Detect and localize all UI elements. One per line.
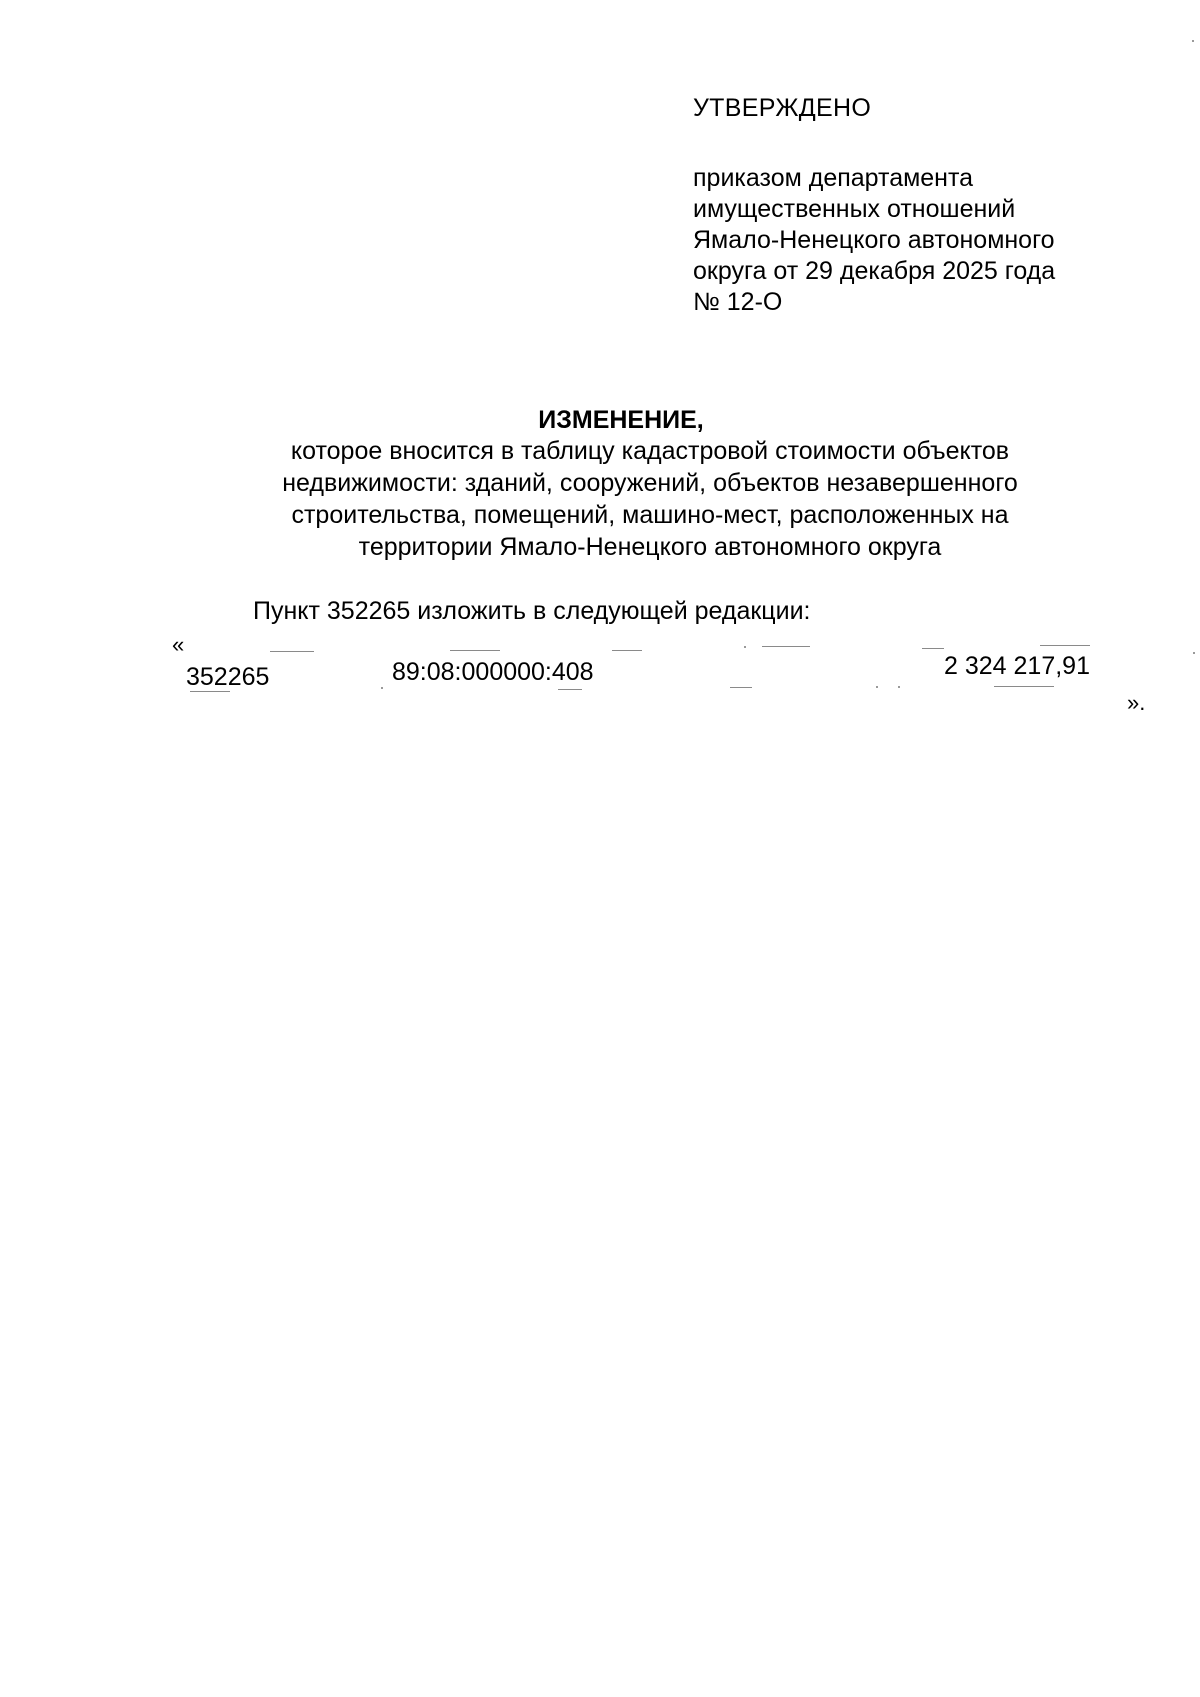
border-fragment (190, 691, 230, 692)
closing-quote: ». (1127, 690, 1146, 715)
opening-quote: « (172, 632, 185, 657)
document-subtitle (230, 435, 1070, 563)
subtitle-line: строительства, помещений, машино-мест, расположенных на (291, 501, 1009, 529)
cadastral-value-cell: 2 324 217,91 (944, 652, 1090, 680)
scan-speck (1192, 40, 1194, 42)
approval-line: Ямало-Ненецкого автономного (693, 226, 1055, 254)
approval-order-reference (693, 163, 1133, 318)
scan-speck (876, 686, 878, 688)
border-fragment (922, 648, 944, 649)
border-fragment (762, 646, 810, 647)
border-fragment (1040, 645, 1090, 646)
scan-speck (744, 646, 746, 648)
approval-line: № 12-О (693, 288, 783, 316)
row-number-cell: 352265 (186, 663, 270, 691)
scan-speck (381, 687, 383, 689)
amendment-instruction: Пункт 352265 изложить в следующей редакции: (253, 597, 811, 625)
border-fragment (270, 651, 314, 652)
subtitle-line: территории Ямало-Ненецкого автономного округа (358, 533, 942, 561)
border-fragment (450, 650, 500, 651)
subtitle-line: недвижимости: зданий, сооружений, объектов незавершенного (282, 469, 1018, 497)
subtitle-line: которое вносится в таблицу кадастровой стоимости объектов (290, 437, 1010, 465)
cadastral-number-cell: 89:08:000000:408 (392, 658, 594, 686)
approval-line: имущественных отношений (693, 195, 1016, 223)
border-fragment (612, 650, 642, 651)
approved-heading: УТВЕРЖДЕНО (693, 94, 872, 122)
approval-line: округа от 29 декабря 2025 года (693, 257, 1056, 285)
border-fragment (730, 687, 752, 688)
scan-speck (1193, 652, 1195, 654)
document-title: ИЗМЕНЕНИЕ, (538, 406, 704, 434)
approval-stamp-block (693, 93, 1133, 318)
approval-line: приказом департамента (693, 164, 974, 192)
border-fragment (994, 686, 1054, 687)
scan-speck (898, 686, 900, 688)
border-fragment (558, 689, 582, 690)
